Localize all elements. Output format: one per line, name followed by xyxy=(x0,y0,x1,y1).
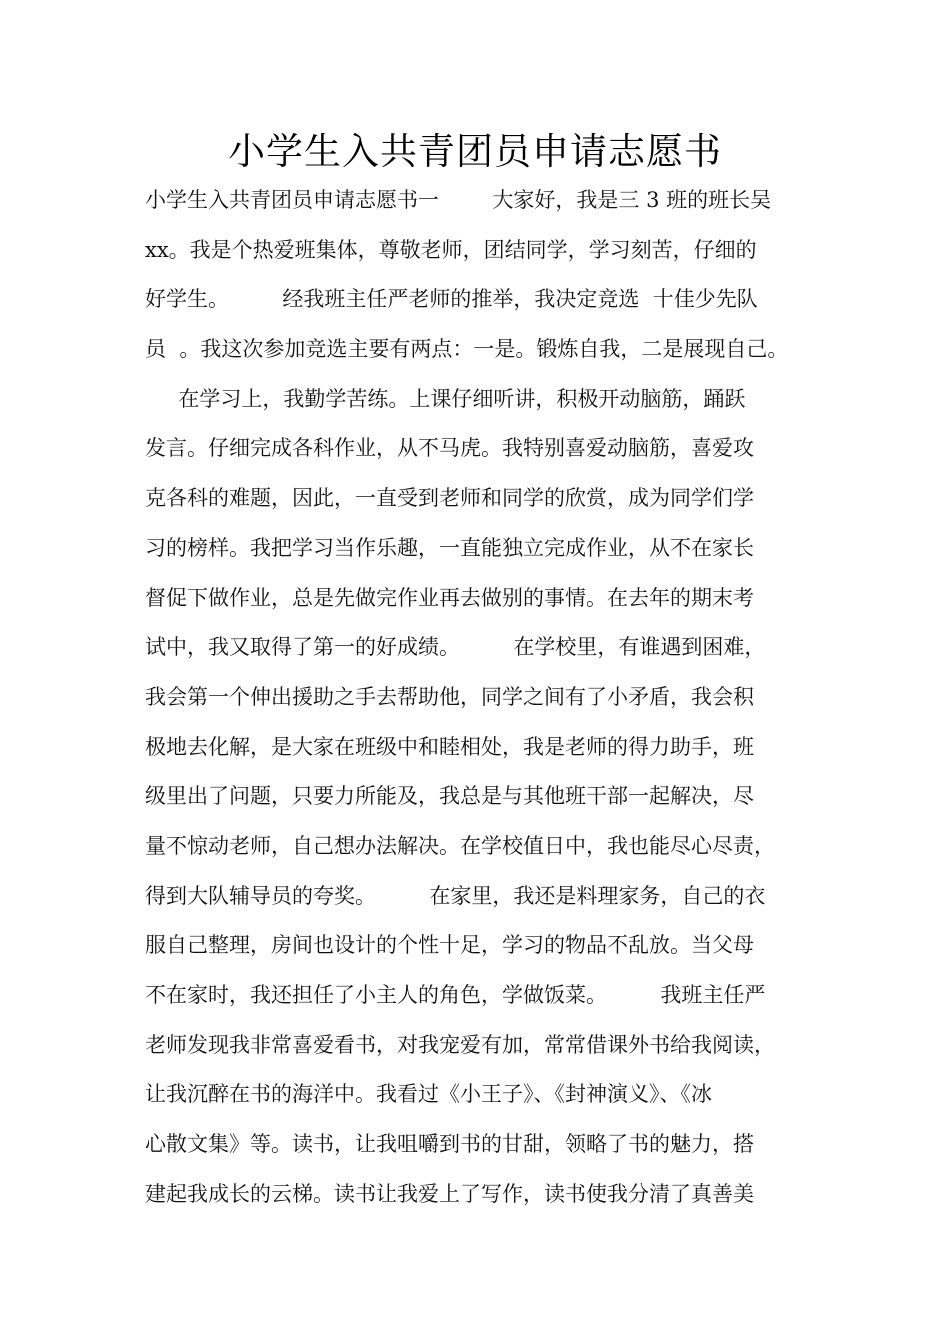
text-line: 心散文集》等。读书，让我咀嚼到书的甘甜，领略了书的魅力，搭 xyxy=(145,1132,754,1157)
text-line: 习的榜样。我把学习当作乐趣，一直能独立完成作业，从不在家长 xyxy=(145,535,754,560)
text-line: 督促下做作业，总是先做完作业再去做别的事情。在去年的期末考 xyxy=(145,585,754,610)
text-line: 得到大队辅导员的夸奖。 在家里，我还是料理家务，自己的衣 xyxy=(145,883,766,908)
text-line: 好学生。 经我班主任严老师的推举，我决定竞选 十佳少先队 xyxy=(145,287,758,312)
text-line: 服自己整理，房间也设计的个性十足，学习的物品不乱放。当父母 xyxy=(145,933,754,958)
document-title: 小学生入共青团员申请志愿书 xyxy=(228,130,722,173)
text-line: 员 。我这次参加竞选主要有两点：一是。锻炼自我，二是展现自己。 xyxy=(145,337,789,362)
text-line: 建起我成长的云梯。读书让我爱上了写作，读书使我分清了真善美 xyxy=(145,1181,754,1206)
text-line: 我会第一个伸出援助之手去帮助他，同学之间有了小矛盾，我会积 xyxy=(145,684,754,709)
text-line: 小学生入共青团员申请志愿书一 大家好，我是三 3 班的班长吴 xyxy=(145,188,772,212)
text-line: 试中，我又取得了第一的好成绩。 在学校里，有谁遇到困难， xyxy=(145,635,766,660)
text-line: 老师发现我非常喜爱看书，对我宠爱有加，常常借课外书给我阅读， xyxy=(145,1032,775,1057)
text-line: 在学习上，我勤学苦练。上课仔细听讲，积极开动脑筋，踊跃 xyxy=(145,386,746,411)
text-line: 克各科的难题，因此，一直受到老师和同学的欣赏，成为同学们学 xyxy=(145,486,754,511)
text-line: 极地去化解，是大家在班级中和睦相处，我是老师的得力助手，班 xyxy=(145,734,754,759)
text-line: xx。我是个热爱班集体，尊敬老师，团结同学，学习刻苦，仔细的 xyxy=(145,237,757,262)
text-line: 发言。仔细完成各科作业，从不马虎。我特别喜爱动脑筋，喜爱攻 xyxy=(145,436,754,461)
document-body xyxy=(145,176,825,1219)
text-line: 不在家时，我还担任了小主人的角色，学做饭菜。 我班主任严 xyxy=(145,983,766,1007)
text-line: 级里出了问题，只要力所能及，我总是与其他班干部一起解决，尽 xyxy=(145,784,754,809)
text-line: 量不惊动老师，自己想办法解决。在学校值日中，我也能尽心尽责， xyxy=(145,833,775,858)
text-line: 让我沉醉在书的海洋中。我看过《小王子》、《封神演义》、《冰 xyxy=(145,1082,712,1107)
